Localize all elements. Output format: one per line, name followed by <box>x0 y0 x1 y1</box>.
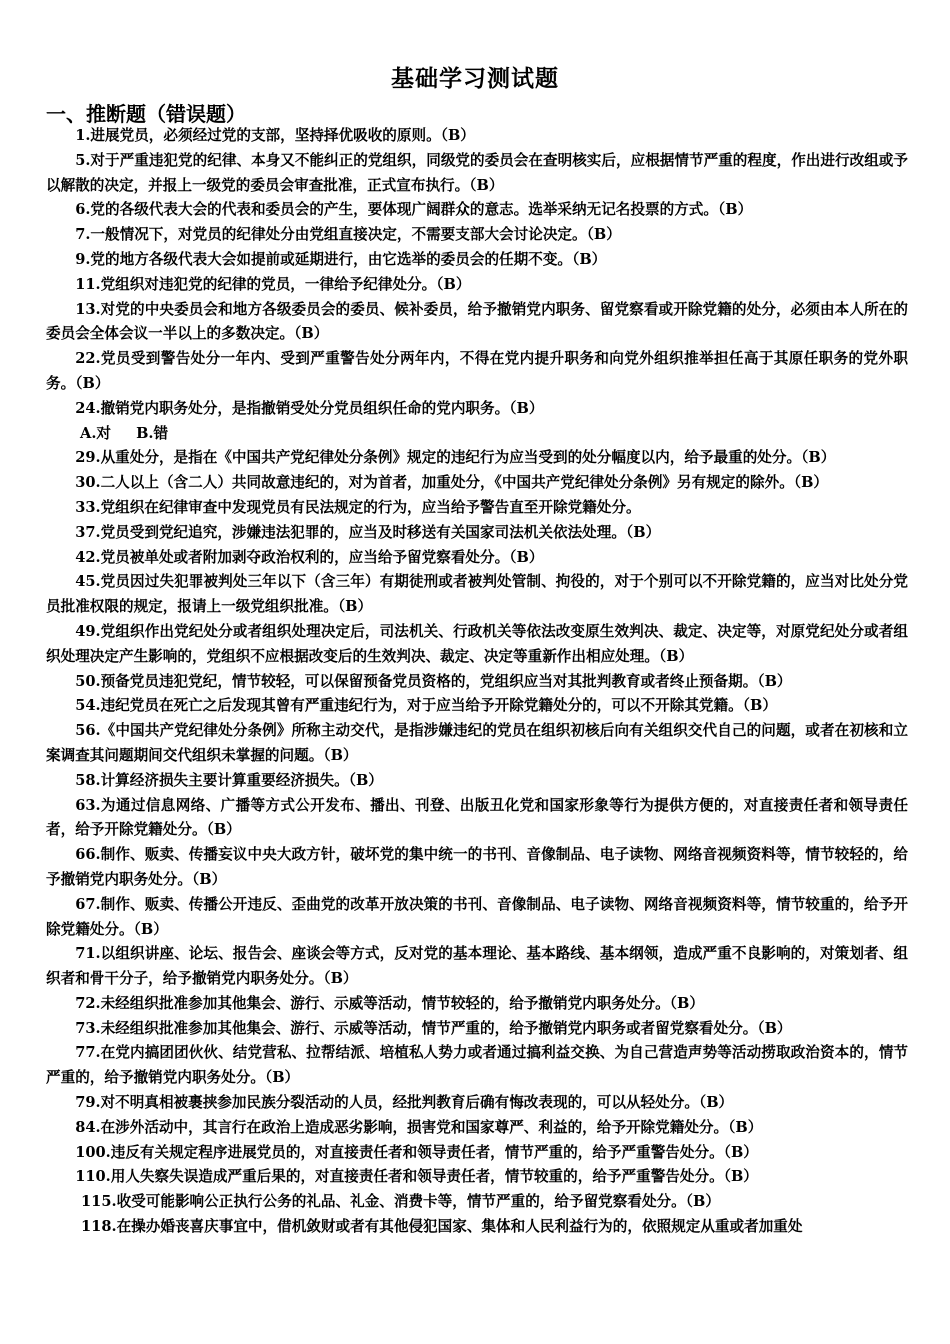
option-b: B.错 <box>136 424 169 442</box>
question-item: 77.在党内搞团团伙伙、结党营私、拉帮结派、培植私人势力或者通过搞利益交换、为自己营造声势等活动捞取政治资本的，情节严重的，给予撤销党内职务处分。（B） <box>46 1044 908 1087</box>
question-item: 118.在操办婚丧喜庆事宜中，借机敛财或者有其他侵犯国家、集体和人民利益行为的，依照规定从重或者加重处 <box>81 1218 803 1236</box>
question-item: 37.党员受到党纪追究，涉嫌违法犯罪的，应当及时移送有关国家司法机关依法处理。（B） <box>75 523 661 541</box>
question-item: 63.为通过信息网络、广播等方式公开发布、播出、刊登、出版丑化党和国家形象等行为提供方便的，对直接责任者和领导责任者，给予开除党籍处分。（B） <box>46 796 908 839</box>
question-item: 33.党组织在纪律审查中发现党员有民法规定的行为，应当给予警告直至开除党籍处分。 <box>75 498 641 516</box>
question-item: 72.未经组织批准参加其他集会、游行、示威等活动，情节较轻的，给予撤销党内职务处分。（B） <box>75 994 704 1012</box>
question-item: 5.对于严重违犯党的纪律、本身又不能纠正的党组织，同级党的委员会在查明核实后，应根据情节严重的程度，作出进行改组或予以解散的决定，并报上一级党的委员会审查批准，正式宣布执行。（B） <box>46 151 908 194</box>
question-item: 29.从重处分，是指在《中国共产党纪律处分条例》规定的违纪行为应当受到的处分幅度以内，给予最重的处分。（B） <box>75 449 836 467</box>
question-item: 73.未经组织批准参加其他集会、游行、示威等活动，情节严重的，给予撤销党内职务或者留党察看处分。（B） <box>75 1019 792 1037</box>
question-item: 49.党组织作出党纪处分或者组织处理决定后，司法机关、行政机关等依法改变原生效判决、裁定、决定等，对原党纪处分或者组织处理决定产生影响的，党组织不应根据改变后的生效判决、裁定、决定等重新作出相应处理。（B） <box>46 622 908 665</box>
question-item: 84.在涉外活动中，其言行在政治上造成恶劣影响，损害党和国家尊严、利益的，给予开除党籍处分。（B） <box>75 1118 763 1136</box>
question-item: 45.党员因过失犯罪被判处三年以下（含三年）有期徒刑或者被判处管制、拘役的，对于个别可以不开除党籍的，应当对比处分党员批准权限的规定，报请上一级党组织批准。（B） <box>46 573 908 616</box>
page-title: 基础学习测试题 <box>391 65 559 92</box>
question-list <box>46 124 908 1240</box>
question-item: 67.制作、贩卖、传播公开违反、歪曲党的改革开放决策的书刊、音像制品、电子读物、网络音视频资料等，情节较重的，给予开除党籍处分。（B） <box>46 895 908 938</box>
question-item: 100.违反有关规定程序进展党员的，对直接责任者和领导责任者，情节严重的，给予严重警告处分。（B） <box>75 1143 758 1161</box>
answer-options <box>46 422 908 447</box>
question-item: 54.违纪党员在死亡之后发现其曾有严重违纪行为，对于应当给予开除党籍处分的，可以不开除其党籍。（B） <box>75 697 777 715</box>
question-item: 7.一般情况下，对党员的纪律处分由党组直接决定，不需要支部大会讨论决定。（B） <box>75 226 621 244</box>
question-item: 58.计算经济损失主要计算重要经济损失。（B） <box>75 771 383 789</box>
option-a: A.对 <box>80 424 111 442</box>
question-item: 9.党的地方各级代表大会如提前或延期进行，由它选举的委员会的任期不变。（B） <box>75 250 607 268</box>
question-item: 22.党员受到警告处分一年内、受到严重警告处分两年内，不得在党内提升职务和向党外组织推举担任高于其原任职务的党外职务。（B） <box>46 350 908 392</box>
question-item: 30.二人以上（含二人）共同故意违纪的，对为首者，加重处分，《中国共产党纪律处分条例》另有规定的除外。（B） <box>75 474 829 492</box>
question-item: 115.收受可能影响公正执行公务的礼品、礼金、消费卡等，情节严重的，给予留党察看处分。（B） <box>81 1193 720 1211</box>
question-item: 71.以组织讲座、论坛、报告会、座谈会等方式，反对党的基本理论、基本路线、基本纲领，造成严重不良影响的，对策划者、组织者和骨干分子，给予撤销党内职务处分。（B） <box>46 945 908 988</box>
question-item: 6.党的各级代表大会的代表和委员会的产生，要体现广阔群众的意志。选举采纳无记名投票的方式。（B） <box>75 201 753 219</box>
section-heading: 一、推断题（错误题） <box>46 102 246 126</box>
question-item: 42.党员被单处或者附加剥夺政治权利的，应当给予留党察看处分。（B） <box>75 548 544 566</box>
question-item: 66.制作、贩卖、传播妄议中央大政方针，破坏党的集中统一的书刊、音像制品、电子读物、网络音视频资料等，情节较轻的，给予撤销党内职务处分。（B） <box>46 846 908 888</box>
question-item: 13.对党的中央委员会和地方各级委员会的委员、候补委员，给予撤销党内职务、留党察看或开除党籍的处分，必须由本人所在的委员会全体会议一半以上的多数决定。（B） <box>46 300 908 343</box>
question-item: 56.《中国共产党纪律处分条例》所称主动交代，是指涉嫌违纪的党员在组织初核后向有关组织交代自己的问题，或者在初核和立案调查其问题期间交代组织未掌握的问题。（B） <box>46 722 908 764</box>
question-item: 11.党组织对违犯党的纪律的党员，一律给予纪律处分。（B） <box>75 275 471 293</box>
question-item: 24.撤销党内职务处分，是指撤销受处分党员组织任命的党内职务。（B） <box>75 399 544 417</box>
question-item: 79.对不明真相被裹挟参加民族分裂活动的人员，经批判教育后确有悔改表现的，可以从轻处分。（B） <box>75 1094 734 1112</box>
question-item: 1.进展党员，必须经过党的支部，坚持择优吸收的原则。（B） <box>75 127 475 144</box>
question-item: 50.预备党员违犯党纪，情节较轻，可以保留预备党员资格的，党组织应当对其批判教育或者终止预备期。（B） <box>75 672 792 690</box>
question-item: 110.用人失察失误造成严重后果的，对直接责任者和领导责任者，情节较重的，给予严重警告处分。（B） <box>75 1168 758 1186</box>
